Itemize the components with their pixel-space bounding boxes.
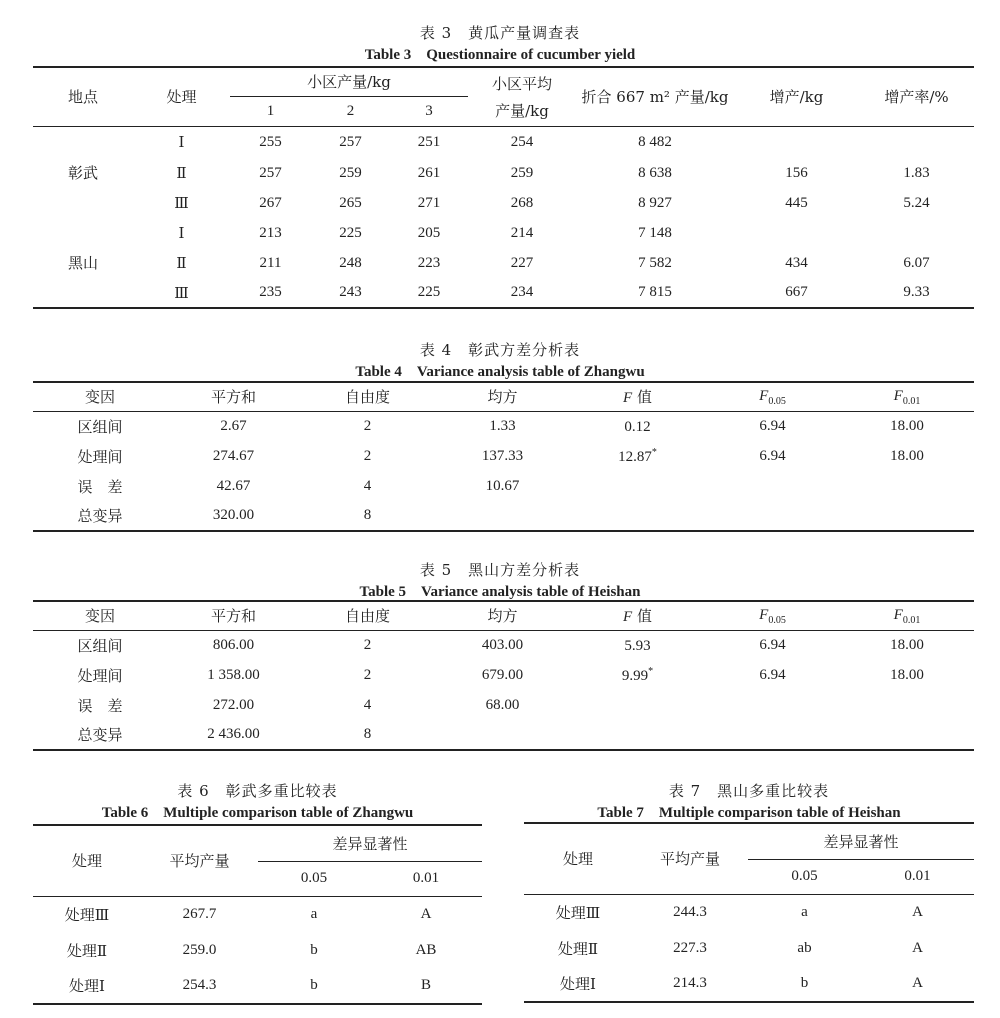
- p05-cell: b: [800, 975, 809, 991]
- df-cell: 8: [363, 726, 372, 742]
- treatment-cell: 处理Ⅱ: [66, 941, 108, 960]
- mean-square-cell: [435, 720, 570, 750]
- table6: [33, 824, 482, 1005]
- df-cell: 4: [363, 477, 372, 494]
- table-row: [33, 218, 974, 248]
- df-cell: 2: [363, 636, 372, 653]
- rep1-cell: 255: [259, 133, 282, 150]
- source-cell: 处理间: [77, 447, 123, 466]
- header-p05: 0.05: [300, 870, 328, 886]
- plot-average-cell: 214: [510, 224, 534, 241]
- treatment-cell: Ⅲ: [174, 194, 189, 212]
- treatment-cell: Ⅲ: [174, 283, 189, 302]
- increase-cell: [734, 218, 859, 248]
- header-sum-of-squares: 平方和: [210, 607, 256, 626]
- sum-of-squares-cell: 1 358.00: [207, 666, 260, 683]
- table3: [33, 66, 974, 309]
- plot-average-cell: 227: [510, 254, 534, 271]
- p05-cell: a: [801, 903, 808, 920]
- rep2-cell: 259: [339, 164, 362, 181]
- header-p01: 0.01: [412, 870, 440, 886]
- treatment-cell: Ⅰ: [178, 133, 185, 152]
- f-value-cell: [570, 471, 705, 501]
- table3-caption-cn: 表 3 黄瓜产量调查表: [419, 24, 581, 42]
- table-row: [33, 278, 974, 308]
- increase-cell: [734, 126, 859, 158]
- header-significance: 差异显著性: [258, 825, 482, 861]
- increase-cell: 434: [785, 254, 808, 271]
- table-row: [33, 411, 974, 441]
- header-rep-1: 1: [266, 102, 275, 119]
- f-symbol: F: [759, 388, 769, 405]
- significance-mark: *: [651, 446, 657, 458]
- sum-of-squares-cell: 272.00: [212, 696, 255, 713]
- mean-square-cell: [435, 501, 570, 531]
- p01-cell: B: [420, 977, 431, 993]
- rep1-cell: 213: [259, 224, 282, 241]
- df-cell: 2: [363, 417, 372, 434]
- treatment-cell: Ⅱ: [176, 254, 187, 272]
- header-p01: 0.01: [904, 868, 931, 884]
- rep3-cell: 225: [417, 284, 441, 300]
- source-cell: 误 差: [77, 696, 123, 715]
- rep1-cell: 257: [259, 164, 282, 181]
- source-cell: 总变异: [77, 726, 123, 744]
- p01-cell: AB: [415, 941, 437, 958]
- f01-cell: 18.00: [890, 417, 924, 434]
- converted-yield-cell: 8 638: [638, 164, 672, 181]
- treatment-cell: 处理Ⅰ: [69, 977, 105, 995]
- p01-cell: A: [912, 903, 923, 920]
- f-value-cell: [570, 501, 705, 531]
- increase-rate-cell: 6.07: [903, 254, 930, 271]
- table4: [33, 381, 974, 532]
- plot-average-cell: 254: [510, 133, 534, 150]
- location-cell: 彰武: [67, 163, 98, 182]
- treatment-cell: 处理Ⅱ: [557, 939, 599, 958]
- p01-cell: A: [912, 975, 923, 991]
- location-cell: 黑山: [67, 254, 98, 272]
- header-f01: [840, 382, 974, 411]
- header-plot-average-line1: 小区平均: [491, 74, 552, 93]
- f05-cell: 6.94: [759, 666, 786, 683]
- table5-caption-en: Table 5 Variance analysis table of Heishan: [359, 584, 641, 600]
- source-cell: 总变异: [77, 507, 123, 525]
- table-row: [33, 932, 482, 968]
- table-row: [524, 930, 974, 966]
- increase-rate-cell: 9.33: [903, 284, 930, 300]
- header-increase: 增产/kg: [734, 67, 859, 126]
- table-row: [33, 896, 482, 932]
- f05-subscript: 0.05: [768, 615, 786, 627]
- table7: [524, 822, 974, 1003]
- header-rep-3: 3: [425, 102, 433, 119]
- p05-cell: b: [310, 941, 318, 958]
- table-row: [33, 720, 974, 750]
- f01-cell: [840, 690, 974, 720]
- header-treatment: 处理: [133, 67, 230, 126]
- f-value: 12.87: [618, 448, 652, 465]
- header-plot-yield: 小区产量/kg: [230, 67, 468, 96]
- table-row: [524, 966, 974, 1002]
- f01-cell: [840, 501, 974, 531]
- f05-cell: 6.94: [759, 417, 786, 434]
- f05-cell: 6.94: [759, 636, 786, 653]
- converted-yield-cell: 7 148: [638, 224, 672, 241]
- f-value-suffix: 值: [632, 388, 652, 407]
- increase-cell: 156: [785, 164, 808, 181]
- table-row: [33, 471, 974, 501]
- df-cell: 8: [363, 507, 372, 523]
- header-mean-square: 均方: [487, 607, 518, 626]
- treatment-cell: Ⅰ: [178, 224, 185, 242]
- converted-yield-cell: 8 927: [638, 194, 672, 211]
- sum-of-squares-cell: 274.67: [212, 447, 255, 464]
- table4-body: [33, 411, 974, 531]
- table5-body: [33, 630, 974, 750]
- table6-body: [33, 896, 482, 1004]
- header-source: 变因: [84, 607, 115, 626]
- plot-average-cell: 268: [510, 194, 534, 211]
- treatment-cell: 处理Ⅲ: [555, 903, 601, 922]
- header-treatment: 处理: [33, 825, 141, 896]
- mean-yield-cell: 214.3: [673, 975, 707, 991]
- table3-body: [33, 126, 974, 308]
- rep1-cell: 267: [259, 194, 282, 211]
- f-symbol: F: [623, 609, 633, 626]
- mean-yield-cell: 254.3: [182, 977, 217, 993]
- rep2-cell: 243: [339, 284, 362, 300]
- f-value: 0.12: [624, 418, 651, 435]
- sum-of-squares-cell: 42.67: [216, 477, 251, 494]
- f-value: 5.93: [624, 637, 651, 654]
- treatment-cell: 处理Ⅰ: [560, 975, 596, 993]
- header-mean-yield: 平均产量: [632, 823, 748, 894]
- table5: [33, 600, 974, 751]
- source-cell: 区组间: [77, 417, 123, 436]
- f-value-cell: [570, 411, 705, 441]
- sum-of-squares-cell: 2.67: [220, 417, 247, 434]
- header-f05: [705, 382, 840, 411]
- header-plot-average-line2: 产量/kg: [495, 101, 549, 120]
- header-f05: [705, 601, 840, 630]
- p01-cell: A: [912, 939, 923, 956]
- header-df: 自由度: [344, 607, 390, 626]
- header-plot-average: [468, 67, 576, 126]
- treatment-cell: 处理Ⅲ: [64, 905, 110, 924]
- mean-yield-cell: 259.0: [182, 941, 217, 958]
- df-cell: 4: [363, 696, 372, 713]
- f05-cell: [705, 720, 840, 750]
- table7-caption-cn: 表 7 黑山多重比较表: [668, 782, 830, 800]
- header-sum-of-squares: 平方和: [210, 388, 256, 407]
- plot-average-cell: 259: [510, 164, 534, 181]
- f-value-cell: [570, 630, 705, 660]
- f-value-cell: [570, 660, 705, 690]
- f01-cell: 18.00: [890, 636, 924, 653]
- significance-mark: *: [648, 665, 654, 677]
- header-mean-yield: 平均产量: [141, 825, 258, 896]
- rep2-cell: 225: [339, 224, 362, 241]
- f05-cell: [705, 690, 840, 720]
- rep3-cell: 205: [417, 224, 441, 241]
- f05-cell: [705, 471, 840, 501]
- header-location: 地点: [33, 67, 133, 126]
- f05-cell: 6.94: [759, 447, 786, 464]
- header-significance: 差异显著性: [748, 823, 974, 859]
- mean-square-cell: 68.00: [485, 696, 520, 713]
- table4-caption-cn: 表 4 彰武方差分析表: [419, 341, 581, 359]
- table-row: [33, 188, 974, 218]
- f01-cell: [840, 720, 974, 750]
- sum-of-squares-cell: 320.00: [212, 507, 255, 523]
- header-increase-rate: 增产率/%: [859, 67, 974, 126]
- table-row: [33, 968, 482, 1004]
- mean-square-cell: 137.33: [481, 447, 524, 464]
- table-row: [524, 894, 974, 930]
- header-source: 变因: [84, 388, 115, 407]
- f01-cell: 18.00: [890, 666, 924, 683]
- f-value-suffix: 值: [632, 607, 652, 626]
- f-value-cell: [570, 690, 705, 720]
- source-cell: 区组间: [77, 636, 123, 655]
- increase-cell: 445: [785, 194, 808, 211]
- plot-average-cell: 234: [510, 284, 534, 300]
- p05-cell: b: [310, 977, 318, 993]
- mean-square-cell: 679.00: [481, 666, 524, 683]
- table-row: [33, 441, 974, 471]
- df-cell: 2: [363, 447, 372, 464]
- rep2-cell: 248: [339, 254, 362, 271]
- f-value-cell: [570, 720, 705, 750]
- table5-caption-cn: 表 5 黑山方差分析表: [419, 561, 581, 579]
- f01-subscript: 0.01: [902, 396, 921, 408]
- header-mean-square: 均方: [487, 388, 518, 407]
- sum-of-squares-cell: 806.00: [212, 636, 255, 653]
- table-row: [33, 158, 974, 188]
- increase-rate-cell: [859, 218, 974, 248]
- table6-caption-en: Table 6 Multiple comparison table of Zhangwu: [101, 805, 414, 821]
- increase-cell: 667: [785, 284, 808, 300]
- mean-yield-cell: 227.3: [673, 939, 707, 956]
- header-f01: [840, 601, 974, 630]
- rep3-cell: 261: [417, 164, 441, 181]
- header-rep-2: 2: [346, 102, 355, 119]
- converted-yield-cell: 8 482: [638, 133, 672, 150]
- table7-caption-en: Table 7 Multiple comparison table of Heishan: [597, 805, 901, 821]
- table-row: [33, 630, 974, 660]
- f-value-cell: [570, 441, 705, 471]
- rep1-cell: 235: [259, 284, 282, 300]
- table3-caption-en: Table 3 Questionnaire of cucumber yield: [364, 47, 636, 63]
- mean-square-cell: 10.67: [485, 477, 520, 494]
- p05-cell: ab: [797, 939, 812, 956]
- rep3-cell: 223: [417, 254, 441, 271]
- f01-cell: [840, 471, 974, 501]
- treatment-cell: Ⅱ: [176, 164, 187, 182]
- converted-yield-cell: 7 582: [638, 254, 672, 271]
- header-converted-yield: 折合 667 m² 产量/kg: [576, 67, 734, 126]
- f-symbol: F: [893, 607, 903, 624]
- rep3-cell: 251: [417, 133, 441, 150]
- rep1-cell: 211: [259, 254, 282, 271]
- table4-caption-en: Table 4 Variance analysis table of Zhangwu: [355, 364, 645, 380]
- p01-cell: A: [420, 905, 432, 922]
- header-df: 自由度: [344, 388, 390, 407]
- f-symbol: F: [893, 388, 903, 405]
- mean-square-cell: 403.00: [481, 636, 524, 653]
- df-cell: 2: [363, 666, 372, 683]
- table-row: [33, 501, 974, 531]
- f05-subscript: 0.05: [768, 396, 786, 408]
- source-cell: 处理间: [77, 666, 123, 685]
- rep3-cell: 271: [417, 194, 441, 211]
- mean-yield-cell: 267.7: [182, 905, 217, 922]
- f05-cell: [705, 501, 840, 531]
- f-value: 9.99: [621, 667, 649, 684]
- table-row: [33, 690, 974, 720]
- f-symbol: F: [623, 390, 633, 407]
- table6-caption-cn: 表 6 彰武多重比较表: [177, 782, 338, 800]
- p05-cell: a: [310, 905, 318, 922]
- header-treatment: 处理: [524, 823, 632, 894]
- mean-yield-cell: 244.3: [673, 903, 707, 920]
- header-f-value: [570, 601, 705, 630]
- source-cell: 误 差: [77, 477, 123, 496]
- sum-of-squares-cell: 2 436.00: [207, 726, 260, 742]
- increase-rate-cell: 5.24: [903, 194, 930, 211]
- table-row: [33, 660, 974, 690]
- mean-square-cell: 1.33: [489, 417, 516, 434]
- increase-rate-cell: 1.83: [903, 164, 930, 181]
- f01-cell: 18.00: [890, 447, 924, 464]
- converted-yield-cell: 7 815: [638, 284, 672, 300]
- table7-body: [524, 894, 974, 1002]
- f-symbol: F: [759, 607, 769, 624]
- header-f-value: [570, 382, 705, 411]
- table-row: [33, 126, 974, 158]
- increase-rate-cell: [859, 126, 974, 158]
- rep2-cell: 265: [339, 194, 362, 211]
- rep2-cell: 257: [339, 133, 362, 150]
- f01-subscript: 0.01: [902, 615, 921, 627]
- header-p05: 0.05: [791, 868, 818, 884]
- table-row: [33, 248, 974, 278]
